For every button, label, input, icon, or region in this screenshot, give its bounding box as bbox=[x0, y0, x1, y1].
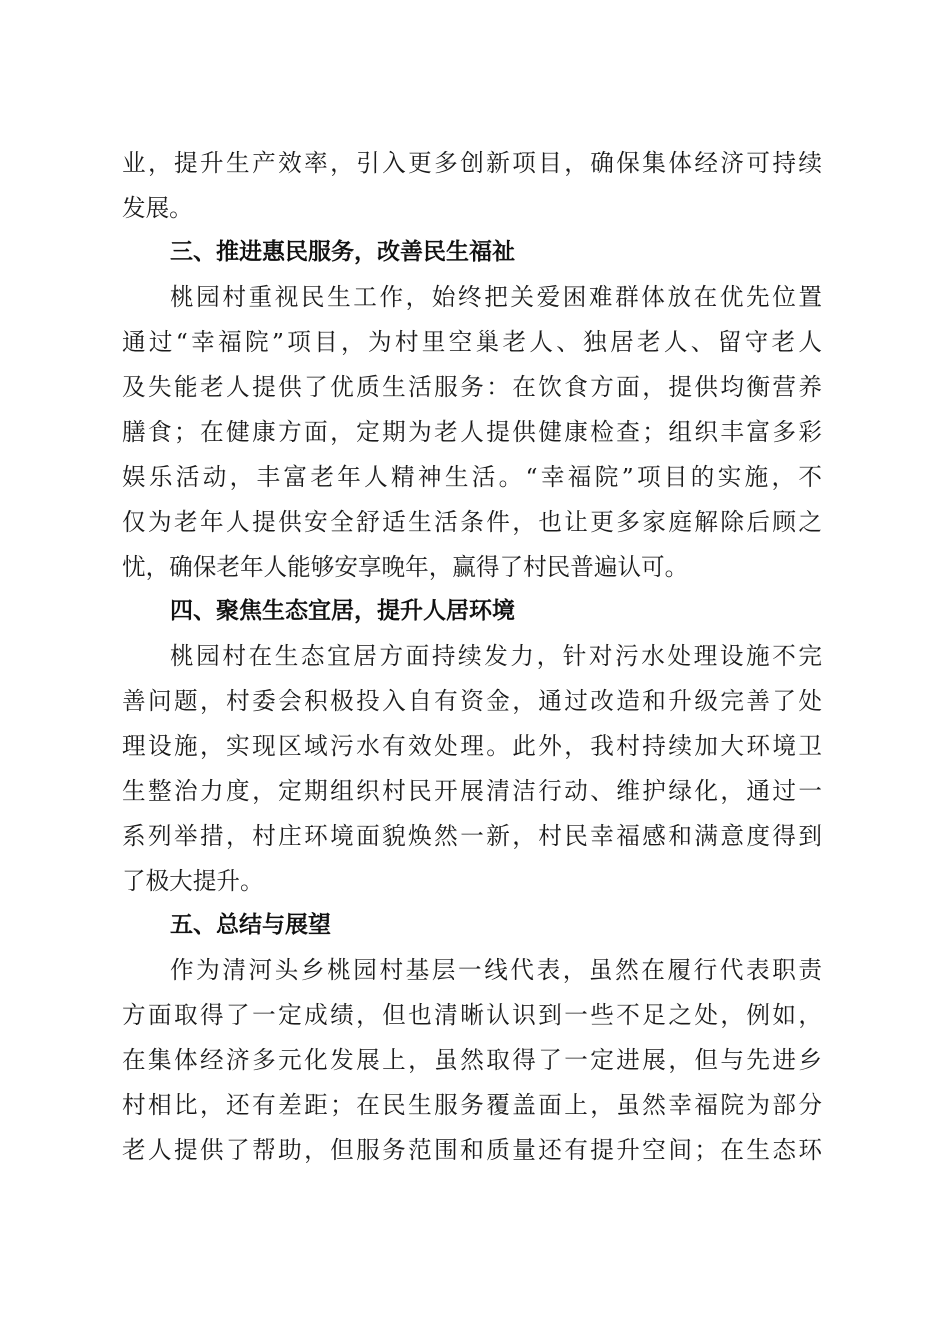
paragraph-line: 理设施，实现区域污水有效处理。此外，我村持续加大环境卫 bbox=[122, 732, 822, 760]
paragraph-line: 作为清河头乡桃园村基层一线代表，虽然在履行代表职责 bbox=[170, 956, 822, 984]
paragraph-line: 忧，确保老年人能够安享晚年，赢得了村民普遍认可。 bbox=[122, 553, 689, 581]
paragraph-line: 发展。 bbox=[122, 194, 193, 222]
paragraph-line: 桃园村重视民生工作，始终把关爱困难群体放在优先位置 bbox=[170, 283, 822, 311]
paragraph-line: 娱乐活动，丰富老年人精神生活。“幸福院”项目的实施，不 bbox=[122, 463, 822, 491]
paragraph-line: 村相比，还有差距；在民生服务覆盖面上，虽然幸福院为部分 bbox=[122, 1091, 822, 1119]
paragraph-line: 在集体经济多元化发展上，虽然取得了一定进展，但与先进乡 bbox=[122, 1046, 822, 1074]
paragraph-line: 仅为老年人提供安全舒适生活条件，也让更多家庭解除后顾之 bbox=[122, 508, 822, 536]
paragraph-line: 系列举措，村庄环境面貌焕然一新，村民幸福感和满意度得到 bbox=[122, 822, 822, 850]
section-heading: 三、推进惠民服务，改善民生福祉 bbox=[170, 239, 515, 265]
paragraph-line: 方面取得了一定成绩，但也清晰认识到一些不足之处，例如， bbox=[122, 1001, 822, 1029]
section-heading: 四、聚焦生态宜居，提升人居环境 bbox=[170, 598, 515, 624]
paragraph-line: 了极大提升。 bbox=[122, 867, 264, 895]
paragraph-line: 善问题，村委会积极投入自有资金，通过改造和升级完善了处 bbox=[122, 687, 822, 715]
paragraph-line: 膳食；在健康方面，定期为老人提供健康检查；组织丰富多彩 bbox=[122, 418, 822, 446]
paragraph-line: 及失能老人提供了优质生活服务：在饮食方面，提供均衡营养 bbox=[122, 373, 822, 401]
paragraph-line: 老人提供了帮助，但服务范围和质量还有提升空间；在生态环 bbox=[122, 1136, 822, 1164]
paragraph-line: 生整治力度，定期组织村民开展清洁行动、维护绿化，通过一 bbox=[122, 777, 822, 805]
section-heading: 五、总结与展望 bbox=[170, 912, 331, 938]
paragraph-line: 桃园村在生态宜居方面持续发力，针对污水处理设施不完 bbox=[170, 642, 822, 670]
paragraph-line: 业，提升生产效率，引入更多创新项目，确保集体经济可持续 bbox=[122, 149, 822, 177]
paragraph-line: 通过“幸福院”项目，为村里空巢老人、独居老人、留守老人 bbox=[122, 328, 822, 356]
